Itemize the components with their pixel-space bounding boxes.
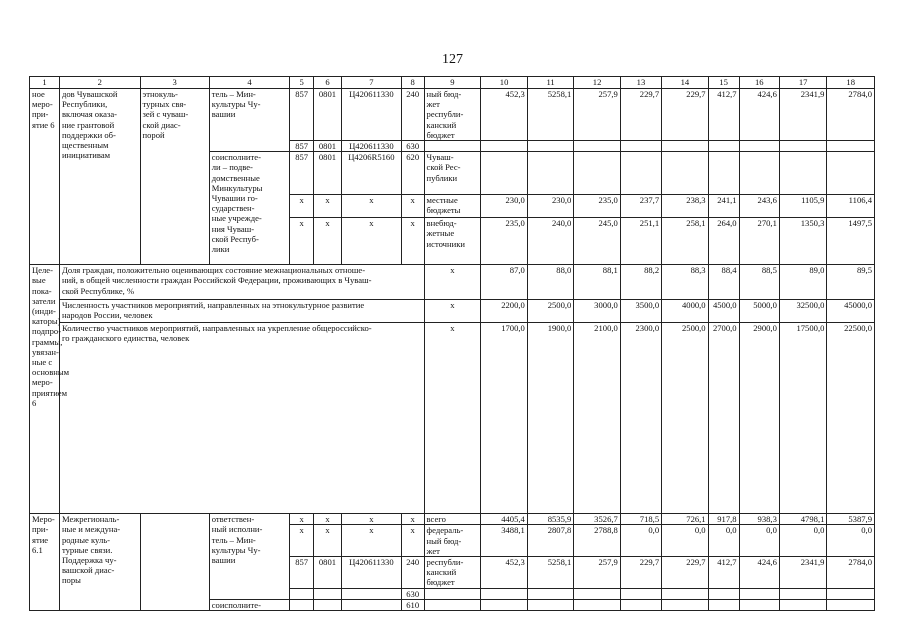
indicator-row: [30, 323, 875, 514]
value-cell: [827, 588, 875, 599]
indicator-value: 89,5: [827, 265, 875, 300]
activity-number: Меро- при- ятие 6.1: [30, 514, 60, 611]
funding-source: [424, 588, 481, 599]
funding-source: [424, 599, 481, 610]
value-cell: 229,7: [662, 557, 708, 589]
column-number: 14: [662, 77, 708, 89]
value-cell: 8535,9: [527, 514, 573, 525]
value-cell: [708, 141, 739, 152]
indicator-value: 32500,0: [779, 300, 827, 323]
section-code: [314, 599, 342, 610]
value-cell: [481, 152, 527, 195]
column-number: 9: [424, 77, 481, 89]
indicator-value: 5000,0: [739, 300, 779, 323]
table-row: [30, 514, 875, 525]
indicator-value: 3000,0: [574, 300, 620, 323]
grbs-code: 857: [290, 141, 314, 152]
column-number: 5: [290, 77, 314, 89]
value-cell: 917,8: [708, 514, 739, 525]
executor-cell: тель – Мин- культуры Чу- вашии: [209, 89, 290, 152]
value-cell: 0,0: [827, 525, 875, 557]
page-number: 127: [442, 52, 463, 67]
indicator-value: 87,0: [481, 265, 527, 300]
funding-source: [424, 141, 481, 152]
value-cell: 0,0: [620, 525, 661, 557]
value-cell: 243,6: [739, 195, 779, 218]
value-cell: [662, 141, 708, 152]
value-cell: [574, 588, 620, 599]
funding-source: местные бюджеты: [424, 195, 481, 218]
indicator-value: 4500,0: [708, 300, 739, 323]
value-cell: 2341,9: [779, 557, 827, 589]
value-cell: 5258,1: [527, 89, 573, 141]
value-cell: [739, 588, 779, 599]
indicator-row: [30, 265, 875, 300]
value-cell: 270,1: [739, 218, 779, 265]
value-cell: 264,0: [708, 218, 739, 265]
indicator-x: x: [424, 323, 481, 514]
value-cell: [574, 152, 620, 195]
value-cell: [527, 141, 573, 152]
target-article-code: Ц420611330: [341, 557, 401, 589]
value-cell: [708, 588, 739, 599]
value-cell: 229,7: [620, 557, 661, 589]
column-number: 18: [827, 77, 875, 89]
value-cell: [620, 599, 661, 610]
value-cell: 452,3: [481, 557, 527, 589]
co-executor-cell: соисполните- ли – подве- домственные Минкультуры Чувашии го- сударствен- ные учрежде- ния Чуваш- ской Респуб- лики: [209, 152, 290, 265]
expense-type-code: x: [401, 195, 424, 218]
value-cell: [708, 599, 739, 610]
indicator-value: 2500,0: [527, 300, 573, 323]
section-code: 0801: [314, 141, 342, 152]
grbs-code: 857: [290, 89, 314, 141]
target-article-code: Ц420611330: [341, 89, 401, 141]
value-cell: [739, 152, 779, 195]
column-number: 11: [527, 77, 573, 89]
value-cell: 238,3: [662, 195, 708, 218]
target-article-code: [341, 588, 401, 599]
activity-name: Межрегиональ- ные и междуна- родные куль- турные связи. Поддержка чу- вашской диас- поры: [59, 514, 140, 611]
value-cell: 245,0: [574, 218, 620, 265]
section-code: x: [314, 514, 342, 525]
target-article-code: [341, 599, 401, 610]
funding-source: федераль- ный бюд- жет: [424, 525, 481, 557]
section-code: 0801: [314, 152, 342, 195]
indicator-value: 2300,0: [620, 323, 661, 514]
value-cell: [620, 588, 661, 599]
value-cell: [527, 152, 573, 195]
indicator-value: 2700,0: [708, 323, 739, 514]
value-cell: 938,3: [739, 514, 779, 525]
indicator-value: 88,3: [662, 265, 708, 300]
value-cell: 251,1: [620, 218, 661, 265]
column-number: 17: [779, 77, 827, 89]
grbs-code: [290, 588, 314, 599]
value-cell: 0,0: [779, 525, 827, 557]
value-cell: 3488,1: [481, 525, 527, 557]
indicator-value: 3500,0: [620, 300, 661, 323]
value-cell: [620, 141, 661, 152]
indicator-x: x: [424, 265, 481, 300]
column-number: 12: [574, 77, 620, 89]
section-code: x: [314, 218, 342, 265]
value-cell: [779, 599, 827, 610]
column-number: 8: [401, 77, 424, 89]
value-cell: [827, 152, 875, 195]
indicator-value: 88,1: [574, 265, 620, 300]
activity-number: ное меро- при- ятие 6: [30, 89, 60, 265]
value-cell: [827, 141, 875, 152]
value-cell: [662, 152, 708, 195]
grbs-code: x: [290, 218, 314, 265]
expense-type-code: x: [401, 514, 424, 525]
column-number: 16: [739, 77, 779, 89]
activity-goal: [140, 514, 209, 611]
column-number: 2: [59, 77, 140, 89]
value-cell: [739, 141, 779, 152]
executor-cell: ответствен- ный исполни- тель – Мин- культуры Чу- вашии: [209, 514, 290, 600]
value-cell: 4798,1: [779, 514, 827, 525]
value-cell: 3526,7: [574, 514, 620, 525]
value-cell: 412,7: [708, 89, 739, 141]
value-cell: [481, 599, 527, 610]
value-cell: 230,0: [527, 195, 573, 218]
target-article-code: Ц420611330: [341, 141, 401, 152]
value-cell: 257,9: [574, 557, 620, 589]
target-article-code: Ц4206R5160: [341, 152, 401, 195]
grbs-code: x: [290, 195, 314, 218]
value-cell: 237,7: [620, 195, 661, 218]
funding-source: Чуваш- ской Рес- публики: [424, 152, 481, 195]
indicator-x: x: [424, 300, 481, 323]
value-cell: [739, 599, 779, 610]
value-cell: 1497,5: [827, 218, 875, 265]
value-cell: 726,1: [662, 514, 708, 525]
value-cell: 424,6: [739, 89, 779, 141]
value-cell: [779, 588, 827, 599]
indicator-value: 88,5: [739, 265, 779, 300]
value-cell: [481, 588, 527, 599]
value-cell: [527, 588, 573, 599]
indicator-value: 88,4: [708, 265, 739, 300]
target-article-code: x: [341, 195, 401, 218]
activity-goal: этнокуль- турных свя- зей с чуваш- ской диас- порой: [140, 89, 209, 265]
section-code: x: [314, 195, 342, 218]
grbs-code: 857: [290, 152, 314, 195]
funding-source: республи- канский бюджет: [424, 557, 481, 589]
section-code: 0801: [314, 89, 342, 141]
column-number: 15: [708, 77, 739, 89]
funding-source: всего: [424, 514, 481, 525]
activity-name: дов Чувашской Республики, включая оказа- ние грантовой поддержки об- щественным инициативам: [59, 89, 140, 265]
value-cell: 240,0: [527, 218, 573, 265]
indicator-value: 22500,0: [827, 323, 875, 514]
co-executor-cell: соисполните-: [209, 599, 290, 610]
value-cell: 258,1: [662, 218, 708, 265]
value-cell: [779, 141, 827, 152]
expense-type-code: 610: [401, 599, 424, 610]
expense-type-code: x: [401, 525, 424, 557]
grbs-code: x: [290, 525, 314, 557]
indicator-value: 1900,0: [527, 323, 573, 514]
indicator-name: Доля граждан, положительно оценивающих состояние межнациональных отноше- ний, в общей численности граждан Российской Федерации, проживающих в Чуваш- ской Республике, %: [59, 265, 424, 300]
target-article-code: x: [341, 514, 401, 525]
indicator-row: [30, 300, 875, 323]
value-cell: [527, 599, 573, 610]
value-cell: 2341,9: [779, 89, 827, 141]
funding-source: ный бюд- жет республи- канский бюджет: [424, 89, 481, 141]
indicator-value: 88,0: [527, 265, 573, 300]
table-row: [30, 89, 875, 141]
expense-type-code: 630: [401, 588, 424, 599]
indicator-name: Количество участников мероприятий, направленных на укрепление общероссийско- го гражданского единства, человек: [59, 323, 424, 514]
target-article-code: x: [341, 525, 401, 557]
value-cell: 230,0: [481, 195, 527, 218]
value-cell: 1105,9: [779, 195, 827, 218]
value-cell: [662, 599, 708, 610]
expense-type-code: 240: [401, 557, 424, 589]
value-cell: 2784,0: [827, 89, 875, 141]
header-row: [30, 77, 875, 89]
expense-type-code: 240: [401, 89, 424, 141]
value-cell: [481, 141, 527, 152]
indicator-value: 17500,0: [779, 323, 827, 514]
indicator-value: 2100,0: [574, 323, 620, 514]
column-number: 4: [209, 77, 290, 89]
section-code: x: [314, 525, 342, 557]
value-cell: [662, 588, 708, 599]
indicator-value: 88,2: [620, 265, 661, 300]
value-cell: 0,0: [739, 525, 779, 557]
value-cell: 4405,4: [481, 514, 527, 525]
indicators-label: Целе- вые пока- затели (инди- каторы) подпро- граммы, увязан- ные с основным меро- приятием 6: [30, 265, 60, 514]
indicator-value: 1700,0: [481, 323, 527, 514]
column-number: 13: [620, 77, 661, 89]
expense-type-code: 630: [401, 141, 424, 152]
budget-table: [29, 76, 875, 611]
value-cell: [779, 152, 827, 195]
target-article-code: x: [341, 218, 401, 265]
value-cell: 1106,4: [827, 195, 875, 218]
value-cell: 2807,8: [527, 525, 573, 557]
column-number: 1: [30, 77, 60, 89]
value-cell: 718,5: [620, 514, 661, 525]
grbs-code: [290, 599, 314, 610]
column-number: 7: [341, 77, 401, 89]
value-cell: 0,0: [708, 525, 739, 557]
expense-type-code: x: [401, 218, 424, 265]
value-cell: 257,9: [574, 89, 620, 141]
value-cell: [574, 599, 620, 610]
value-cell: 229,7: [620, 89, 661, 141]
value-cell: [574, 141, 620, 152]
value-cell: 241,1: [708, 195, 739, 218]
grbs-code: x: [290, 514, 314, 525]
value-cell: 452,3: [481, 89, 527, 141]
indicator-name: Численность участников мероприятий, направленных на этнокультурное развитие народов России, человек: [59, 300, 424, 323]
value-cell: 1350,3: [779, 218, 827, 265]
value-cell: 0,0: [662, 525, 708, 557]
value-cell: 229,7: [662, 89, 708, 141]
value-cell: [620, 152, 661, 195]
value-cell: 2784,0: [827, 557, 875, 589]
value-cell: 5258,1: [527, 557, 573, 589]
indicator-value: 2200,0: [481, 300, 527, 323]
indicator-value: 45000,0: [827, 300, 875, 323]
indicator-value: 4000,0: [662, 300, 708, 323]
value-cell: 424,6: [739, 557, 779, 589]
section-code: 0801: [314, 557, 342, 589]
column-number: 10: [481, 77, 527, 89]
funding-source: внебюд- жетные источники: [424, 218, 481, 265]
expense-type-code: 620: [401, 152, 424, 195]
value-cell: 2788,8: [574, 525, 620, 557]
value-cell: 5387,9: [827, 514, 875, 525]
value-cell: 235,0: [574, 195, 620, 218]
section-code: [314, 588, 342, 599]
value-cell: [827, 599, 875, 610]
value-cell: 412,7: [708, 557, 739, 589]
column-number: 6: [314, 77, 342, 89]
column-number: 3: [140, 77, 209, 89]
indicator-value: 2900,0: [739, 323, 779, 514]
value-cell: [708, 152, 739, 195]
indicator-value: 89,0: [779, 265, 827, 300]
grbs-code: 857: [290, 557, 314, 589]
indicator-value: 2500,0: [662, 323, 708, 514]
value-cell: 235,0: [481, 218, 527, 265]
